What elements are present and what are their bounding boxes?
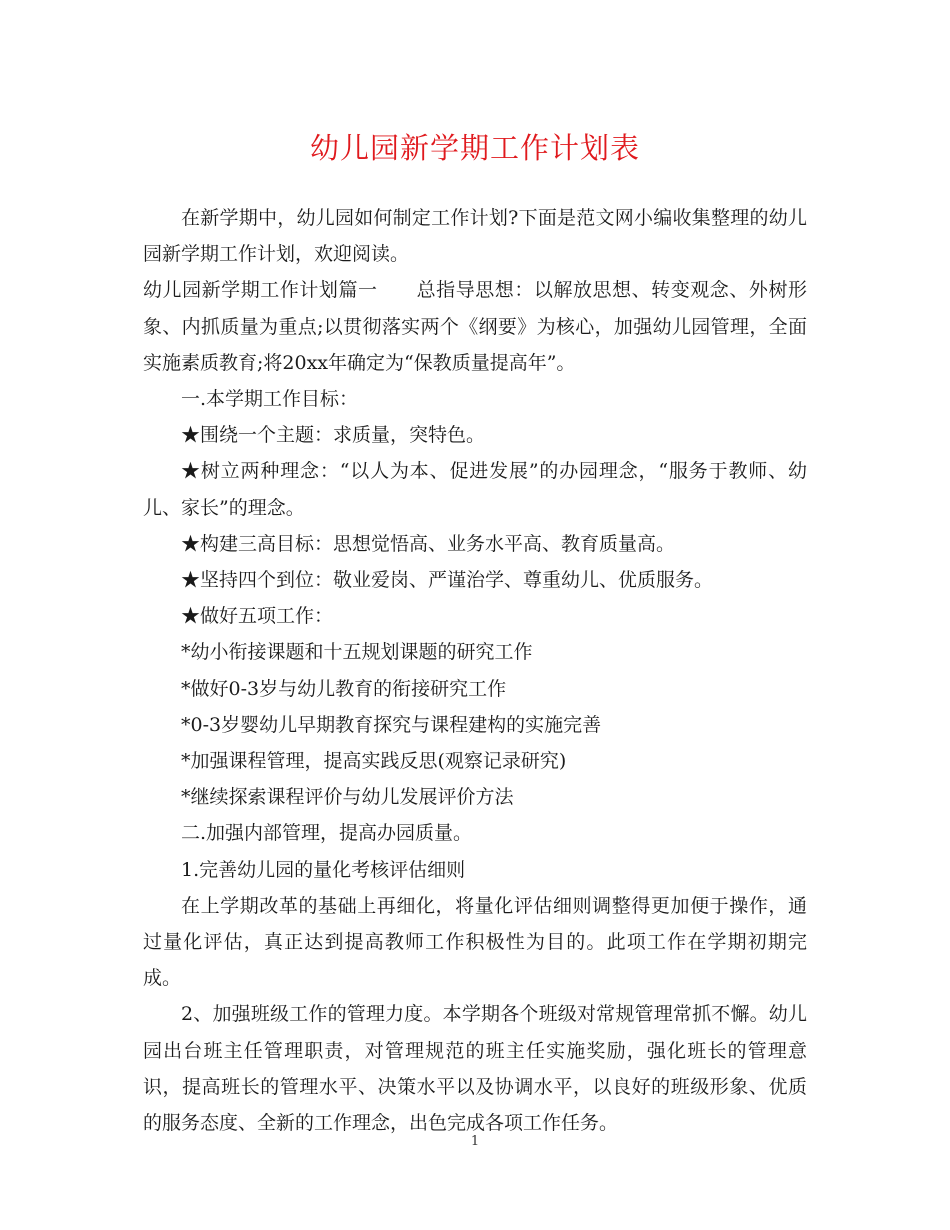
goal-item: ★围绕一个主题：求质量，突特色。: [181, 424, 486, 447]
paragraph-body: 2、加强班级工作的管理力度。本学期各个班级对常规管理常抓不懈。幼儿园出台班主任管理职责，对管理规范的班主任实施奖励，强化班长的管理意识，提高班长的管理水平、决策水平以及协调水平，以良好的班级形象、优质的服务态度、全新的工作理念，出色完成各项工作任务。: [143, 1003, 807, 1135]
work-item: *继续探索课程评价与幼儿发展评价方法: [181, 786, 514, 809]
paragraph-guiding-thought: 幼儿园新学期工作计划篇一 总指导思想：以解放思想、转变观念、外树形象、内抓质量为重点;以贯彻落实两个《纲要》为核心，加强幼儿园管理，全面实施素质教育;将20xx年确定为“保教质量提高年”。: [143, 279, 807, 374]
goal-item: ★坚持四个到位：敬业爱岗、严谨治学、尊重幼儿、优质服务。: [181, 569, 714, 592]
goal-item: ★构建三高目标：思想觉悟高、业务水平高、教育质量高。: [181, 532, 676, 555]
work-item: *加强课程管理，提高实践反思(观察记录研究): [181, 750, 567, 773]
paragraph-body: 在上学期改革的基础上再细化，将量化评估细则调整得更加便于操作，通过量化评估，真正达到提高教师工作积极性为目的。此项工作在学期初期完成。: [143, 894, 807, 990]
work-item: *0-3岁婴幼儿早期教育探究与课程建构的实施完善: [181, 713, 602, 736]
section-heading-management: 二.加强内部管理，提高办园质量。: [181, 822, 473, 845]
document-body: [143, 200, 807, 1141]
page-number: 1: [470, 1134, 480, 1149]
work-item: *幼小衔接课题和十五规划课题的研究工作: [181, 641, 533, 664]
subsection-heading: 1.完善幼儿园的量化考核评估细则: [181, 858, 466, 881]
document-title: 幼儿园新学期工作计划表: [309, 131, 640, 165]
paragraph-intro: 在新学期中，幼儿园如何制定工作计划?下面是范文网小编收集整理的幼儿园新学期工作计划，欢迎阅读。: [143, 207, 807, 266]
goal-item: ★做好五项工作：: [181, 605, 334, 628]
goal-item: ★树立两种理念：“以人为本、促进发展”的办园理念，“服务于教师、幼儿、家长”的理念。: [143, 460, 807, 519]
work-item: *做好0-3岁与幼儿教育的衔接研究工作: [181, 677, 507, 700]
section-heading-goals: 一.本学期工作目标：: [181, 388, 359, 411]
